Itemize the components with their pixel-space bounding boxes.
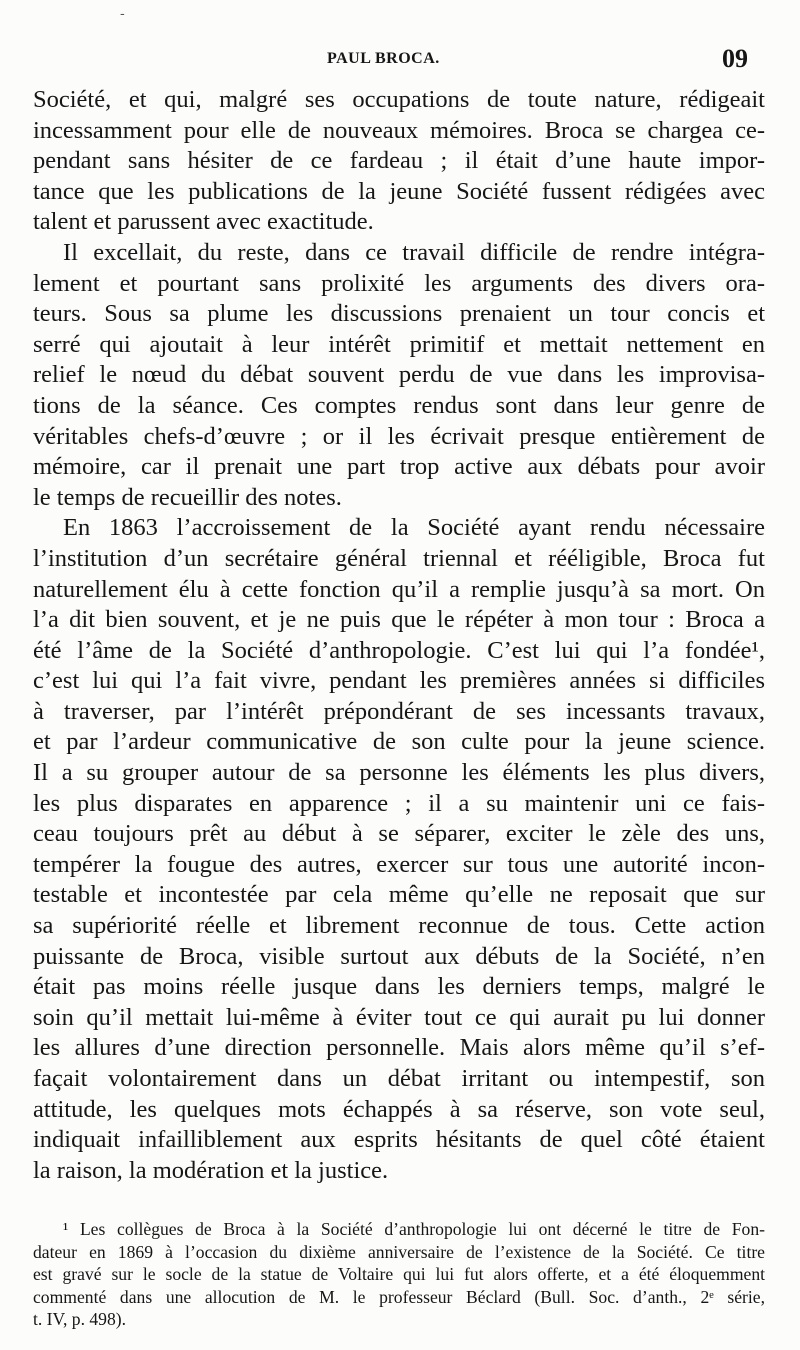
footnote-line: est gravé sur le socle de la statue de Voltaire qui lui fut alors offerte, et a été éloquemment xyxy=(33,1264,765,1284)
text-line: En 1863 l’accroissement de la Société ayant rendu nécessaire xyxy=(63,514,765,542)
text-line: la raison, la modération et la justice. xyxy=(33,1156,389,1184)
text-line: pendant sans hésiter de ce fardeau ; il était d’une haute impor- xyxy=(33,147,765,175)
text-line: à traverser, par l’intérêt prépondérant de ses incessants travaux, xyxy=(33,697,765,725)
text-line: relief le nœud du débat souvent perdu de vue dans les improvisa- xyxy=(33,361,765,389)
margin-tick-mark: - xyxy=(120,6,125,22)
footnote-line: dateur en 1869 à l’occasion du dixième anniversaire de l’existence de la Société. Ce titre xyxy=(33,1241,765,1262)
text-line: l’institution d’un secrétaire général triennal et rééligible, Broca fut xyxy=(33,544,765,572)
footnote-line: commenté dans une allocution de M. le professeur Béclard (Bull. Soc. d’anth., 2ᵉ série, xyxy=(33,1286,765,1307)
text-line: soin qu’il mettait lui-même à éviter tout ce qui aurait pu lui donner xyxy=(33,1003,765,1031)
text-line: attitude, les quelques mots échappés à sa réserve, son vote seul, xyxy=(33,1095,765,1123)
text-line: serré qui ajoutait à leur intérêt primitif et mettait nettement en xyxy=(33,330,765,358)
text-line: façait volontairement dans un débat irritant ou intempestif, son xyxy=(33,1065,765,1092)
running-head xyxy=(0,44,800,78)
footnote-line: ¹ Les collègues de Broca à la Société d’anthropologie lui ont décerné le titre de Fon- xyxy=(63,1219,765,1239)
text-line: incessamment pour elle de nouveaux mémoires. Broca se chargea ce- xyxy=(33,116,765,144)
text-line: teurs. Sous sa plume les discussions prenaient un tour concis et xyxy=(33,300,765,328)
text-line: puissante de Broca, visible surtout aux débuts de la Société, n’en xyxy=(33,942,765,970)
footnotes xyxy=(33,1218,765,1331)
text-line: les allures d’une direction personnelle. Mais alors même qu’il s’ef- xyxy=(33,1034,765,1062)
text-line: testable et incontestée par cela même qu’elle ne reposait que sur xyxy=(33,881,765,909)
text-line: lement et pourtant sans prolixité les arguments des divers ora- xyxy=(33,269,765,297)
text-line: et par l’ardeur communicative de son culte pour la jeune science. xyxy=(33,728,765,756)
text-line: sa supériorité réelle et librement reconnue de tous. Cette action xyxy=(33,912,765,940)
text-line: l’a dit bien souvent, et je ne puis que le répéter à mon tour : Broca a xyxy=(33,606,765,634)
text-line: tions de la séance. Ces comptes rendus sont dans leur genre de xyxy=(33,391,765,419)
text-line: naturellement élu à cette fonction qu’il a remplie jusqu’à sa mort. On xyxy=(33,575,765,603)
text-line: tance que les publications de la jeune Société fussent rédigées avec xyxy=(33,177,765,205)
text-line: indiquait infailliblement aux esprits hésitants de quel côté étaient xyxy=(33,1126,765,1154)
text-line: ceau toujours prêt au début à se séparer, exciter le zèle des uns, xyxy=(33,820,765,848)
text-line: Société, et qui, malgré ses occupations de toute nature, rédigeait xyxy=(33,86,765,113)
text-line: le temps de recueillir des notes. xyxy=(33,483,342,511)
page-number: 09 xyxy=(722,44,748,73)
body-text xyxy=(33,85,765,1186)
text-line: les plus disparates en apparence ; il a su maintenir uni ce fais- xyxy=(33,789,765,817)
text-line: Il excellait, du reste, dans ce travail difficile de rendre intégra- xyxy=(63,238,765,266)
text-line: tempérer la fougue des autres, exercer sur tous une autorité incon- xyxy=(33,850,765,878)
footnote-line: t. IV, p. 498). xyxy=(33,1309,127,1329)
text-line: mémoire, car il prenait une part trop active aux débats pour avoir xyxy=(33,453,765,481)
text-line: véritables chefs-d’œuvre ; or il les écrivait presque entièrement de xyxy=(33,422,765,450)
text-line: été l’âme de la Société d’anthropologie. C’est lui qui l’a fondée¹, xyxy=(33,636,765,664)
text-line: était pas moins réelle jusque dans les derniers temps, malgré le xyxy=(33,973,765,1001)
text-line: talent et parussent avec exactitude. xyxy=(33,208,374,236)
text-line: c’est lui qui l’a fait vivre, pendant les premières années si difficiles xyxy=(33,667,765,695)
text-line: Il a su grouper autour de sa personne les éléments les plus divers, xyxy=(33,759,765,787)
running-title: PAUL BROCA. xyxy=(327,50,440,67)
